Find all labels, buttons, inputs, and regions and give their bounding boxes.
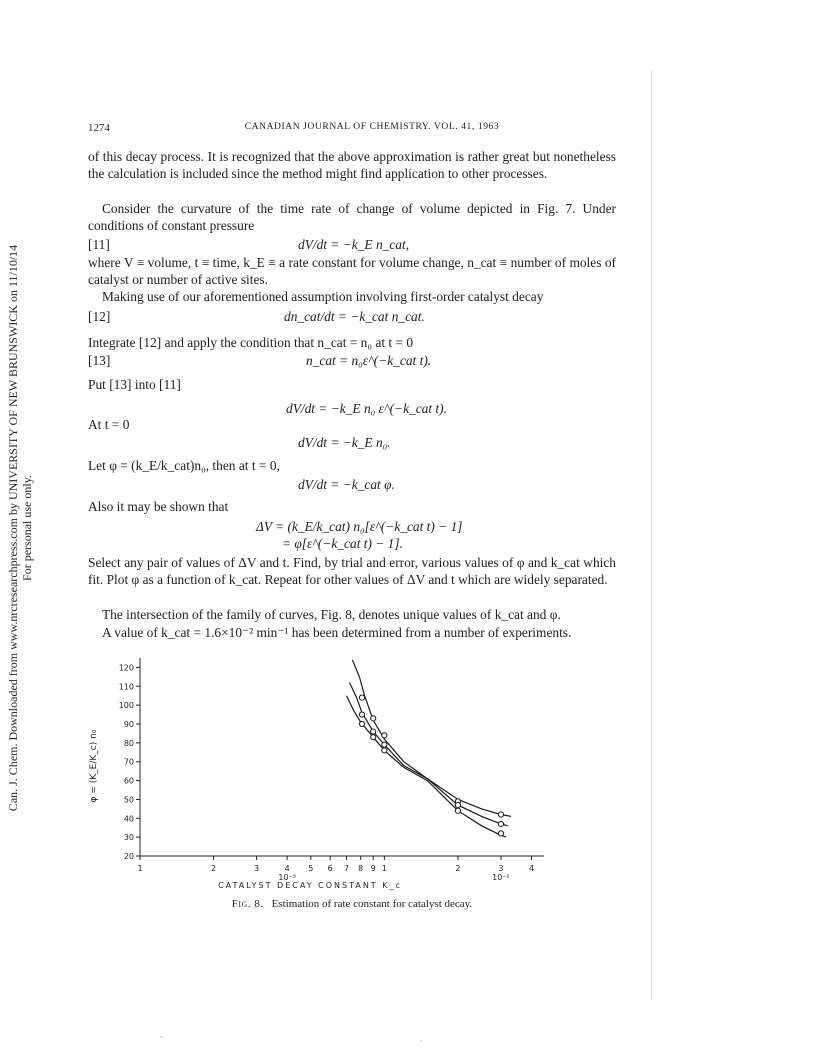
equation-body: dV/dt = −k_E n₀.	[298, 435, 391, 450]
x-decade-label: 10⁻²	[492, 873, 510, 882]
y-tick-label: 80	[123, 738, 134, 748]
x-tick-label: 4	[284, 864, 290, 873]
x-tick-label: 7	[343, 864, 350, 873]
y-axis-label: φ = (K_E/K_c) n₀	[89, 729, 99, 803]
x-tick-label: 2	[211, 864, 217, 873]
paragraph: Consider the curvature of the time rate of change of volume depicted in Fig. 7. Under conditions of constant pressure	[88, 201, 616, 234]
equation-17a	[88, 518, 616, 536]
scan-fold-line	[651, 70, 652, 1000]
paragraph: The intersection of the family of curves, Fig. 8, denotes unique values of k_cat and φ.	[102, 607, 561, 622]
journal-title: CANADIAN JOURNAL OF CHEMISTRY. VOL. 41, 1963	[244, 122, 500, 132]
data-point	[382, 733, 387, 738]
data-point	[359, 712, 364, 717]
x-tick-label: 4	[528, 864, 535, 873]
chart-series	[347, 660, 512, 837]
data-point	[498, 812, 503, 817]
chart-svg	[88, 648, 616, 910]
x-tick-label: 5	[308, 864, 314, 873]
scan-speck	[420, 1040, 422, 1042]
equation-13	[88, 352, 616, 370]
equation-15	[88, 434, 616, 452]
caption-text: Estimation of rate constant for catalyst decay.	[271, 898, 473, 910]
paragraph: A value of k_cat = 1.6×10⁻² min⁻¹ has been determined from a number of experiments.	[102, 625, 572, 640]
caption-label: Fig. 8.	[231, 898, 264, 910]
x-decade-label: 10⁻³	[278, 873, 296, 882]
x-axis-label: CATALYST DECAY CONSTANT K_c	[218, 881, 402, 890]
equation-17b	[88, 535, 616, 553]
y-tick-label: 60	[123, 776, 134, 786]
x-tick-label: 1	[381, 864, 387, 873]
data-point	[498, 831, 503, 836]
watermark-line-2: For personal use only.	[20, 475, 34, 581]
equation-16	[88, 476, 616, 494]
page-number: 1274	[88, 122, 110, 134]
equation-tag: [12]	[88, 309, 111, 324]
data-point	[455, 802, 460, 807]
equation-12	[88, 308, 616, 326]
paragraph: Making use of our aforementioned assumption involving first-order catalyst decay	[102, 289, 544, 304]
paragraph: Integrate [12] and apply the condition that n_cat = n₀ at t = 0	[88, 335, 414, 350]
data-point	[498, 821, 503, 826]
data-point	[382, 742, 387, 747]
paragraph: Let φ = (k_E/k_cat)n₀, then at t = 0,	[88, 458, 280, 473]
scan-speck	[160, 1036, 163, 1038]
y-tick-label: 30	[123, 833, 134, 843]
x-tick-label: 9	[370, 864, 376, 873]
download-watermark	[0, 0, 40, 1056]
data-point	[359, 695, 364, 700]
x-tick-label: 6	[327, 864, 333, 873]
running-header	[88, 122, 616, 132]
paragraph: At t = 0	[88, 417, 130, 432]
watermark-line-1: Can. J. Chem. Downloaded from www.nrcresearchpress.com by UNIVERSITY OF NEW BRUNSWICK on 11/10/14	[6, 244, 20, 812]
figure-8	[88, 648, 616, 910]
data-point	[371, 735, 376, 740]
equation-body: dn_cat/dt = −k_cat n_cat.	[284, 309, 425, 324]
paragraph: Put [13] into [11]	[88, 377, 181, 392]
x-tick-label: 8	[358, 864, 364, 873]
y-tick-label: 90	[123, 720, 134, 729]
equation-body: n_cat = n₀ε^(−k_cat t).	[306, 353, 432, 368]
equation-body: dV/dt = −k_cat φ.	[298, 477, 395, 492]
paragraph: where V ≡ volume, t ≡ time, k_E ≡ a rate constant for volume change, n_cat ≡ number of moles of catalyst or number of active sites.	[88, 255, 616, 288]
x-tick-label: 1	[137, 864, 143, 873]
equation-11	[88, 236, 616, 254]
y-tick-label: 110	[118, 682, 134, 692]
data-point	[371, 729, 376, 734]
x-tick-label: 3	[498, 864, 504, 873]
y-tick-label: 100	[118, 701, 134, 711]
equation-body: dV/dt = −k_E n₀ ε^(−k_cat t).	[286, 401, 447, 416]
equation-tag: [11]	[88, 237, 110, 252]
y-tick-label: 120	[118, 663, 134, 673]
y-tick-label: 40	[123, 814, 134, 824]
paragraph: Select any pair of values of ΔV and t. Find, by trial and error, various values of φ and k_cat which fit. Plot φ as a function of k_cat. Repeat for other values of ΔV and t which are widely separated.	[88, 555, 616, 588]
series-line-3	[347, 696, 507, 837]
paragraph: of this decay process. It is recognized that the above approximation is rather great but nonetheless the calculation is included since the method might find application to other processes.	[88, 149, 616, 182]
equation-body: = φ[ε^(−k_cat t) − 1].	[282, 536, 403, 551]
equation-tag: [13]	[88, 353, 111, 368]
series-line-1	[352, 660, 511, 817]
data-point	[382, 748, 387, 753]
x-tick-label: 2	[455, 864, 461, 873]
chart-axes	[119, 658, 544, 882]
equation-body: ΔV = (k_E/k_cat) n₀[ε^(−k_cat t) − 1]	[256, 519, 463, 534]
paragraph: Also it may be shown that	[88, 499, 229, 514]
y-tick-label: 20	[123, 852, 134, 861]
y-tick-label: 70	[123, 757, 134, 767]
figure-caption	[88, 898, 616, 910]
x-tick-label: 3	[254, 864, 260, 873]
series-line-2	[350, 683, 508, 826]
data-point	[359, 721, 364, 726]
data-point	[371, 716, 376, 721]
y-tick-label: 50	[123, 795, 134, 805]
data-point	[455, 808, 460, 813]
equation-body: dV/dt = −k_E n_cat,	[298, 237, 410, 252]
